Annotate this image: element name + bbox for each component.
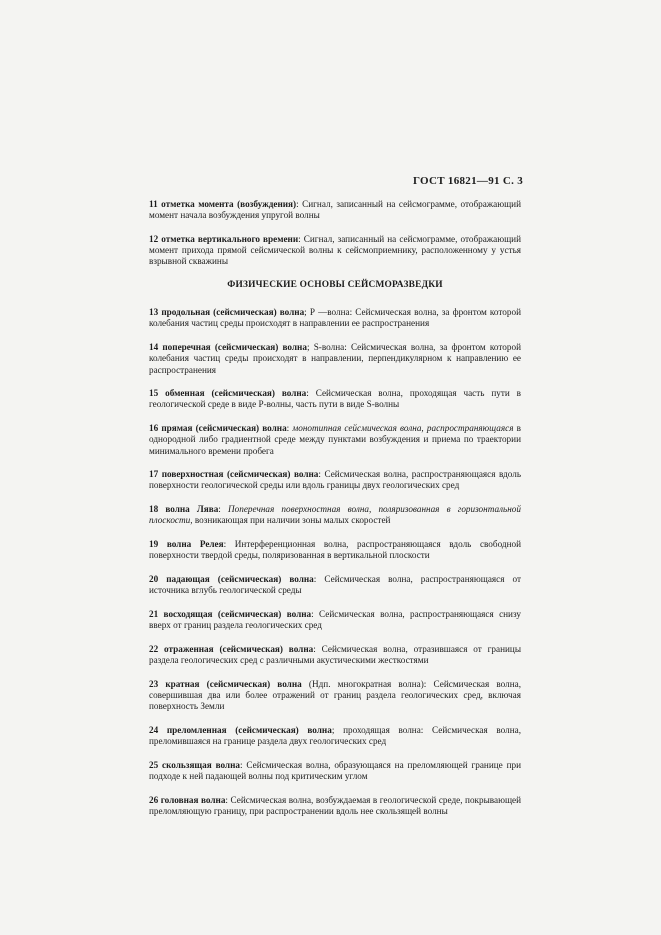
entry-separator: : bbox=[296, 199, 299, 209]
entry-term: поверхностная (сейсмическая) волна bbox=[161, 469, 319, 480]
entry-separator: : bbox=[286, 423, 290, 434]
entry-definition: Сейсмическая волна, возбуждаемая в геологической среде, покрывающей преломляющую границу, при распространении вдоль нее скользящей волны bbox=[149, 794, 522, 816]
entry-number: 25 bbox=[149, 759, 159, 770]
entry-separator: : bbox=[313, 643, 316, 654]
glossary-entry bbox=[149, 423, 521, 457]
entry-separator: : bbox=[225, 794, 228, 805]
entry-number: 18 bbox=[149, 504, 159, 515]
entry-term: продольная (сейсмическая) волна bbox=[161, 307, 305, 318]
entry-separator: : bbox=[313, 573, 317, 584]
entry-paragraph bbox=[149, 307, 521, 329]
entry-definition: Р —волна: Сейсмическая волна, за фронтом которой колебания частиц среды происходят в направлении ее распространения bbox=[149, 307, 521, 329]
entry-term: преломленная (сейсмическая) волна bbox=[166, 724, 332, 735]
glossary-entry bbox=[149, 234, 521, 268]
entry-term: отметка момента (возбуждения) bbox=[161, 199, 297, 209]
glossary-entry bbox=[149, 679, 521, 713]
entry-paragraph bbox=[149, 199, 521, 221]
entry-term: волна Релея bbox=[166, 539, 224, 550]
entry-paragraph bbox=[149, 795, 521, 817]
section-title: ФИЗИЧЕСКИЕ ОСНОВЫ СЕЙСМОРАЗВЕДКИ bbox=[227, 280, 443, 291]
entry-separator: : bbox=[306, 388, 309, 399]
entry-separator: ; bbox=[304, 307, 307, 318]
entry-definition: Интерференционная волна, распространяющаяся вдоль свободной поверхности твердой среды, поляризованная в вертикальной плоскости bbox=[149, 539, 522, 561]
entry-number: 26 bbox=[149, 794, 159, 805]
entry-paragraph bbox=[149, 574, 521, 596]
entry-definition: S-волна: Сейсмическая волна, за фронтом которой колебания частиц среды происходят в направлении, перпендикулярном к направлению ее распространения bbox=[149, 342, 521, 375]
entry-number: 21 bbox=[149, 608, 159, 619]
entry-definition: Сейсмическая волна, распространяющаяся снизу вверх от границ раздела геологических сред bbox=[149, 608, 522, 631]
entry-term: кратная (сейсмическая) волна bbox=[165, 678, 302, 689]
entry-definition: Сейсмическая волна, распространяющаяся вдоль поверхности геологической среды или вдоль границы двух геологических сред bbox=[149, 469, 522, 491]
entry-term: волна Лява bbox=[165, 504, 219, 515]
entry-definition: Сейсмическая волна, образующаяся на преломляющей границе при подходе к ней падающей волны под критическим углом bbox=[149, 759, 521, 781]
entry-definition: возникающая при наличии зоны малых скоростей bbox=[192, 515, 391, 526]
entry-number: 24 bbox=[149, 724, 159, 735]
entry-term: обменная (сейсмическая) волна bbox=[165, 388, 307, 399]
entry-paragraph bbox=[149, 539, 521, 561]
entry-italic-text: монотипная сейсмическая волна, распространяющаяся bbox=[289, 423, 514, 434]
entry-paragraph bbox=[149, 423, 521, 457]
glossary-entry bbox=[149, 469, 521, 491]
entry-term: восходящая (сейсмическая) волна bbox=[163, 608, 312, 619]
entry-separator: : bbox=[318, 469, 321, 480]
page-header: ГОСТ 16821—91 С. 3 bbox=[412, 175, 523, 187]
entry-number: 13 bbox=[149, 307, 159, 318]
entry-separator: : bbox=[298, 233, 301, 244]
glossary-content bbox=[149, 199, 521, 830]
entry-number: 23 bbox=[149, 678, 159, 689]
entry-number: 16 bbox=[149, 423, 159, 434]
entry-number: 14 bbox=[149, 342, 159, 353]
entry-number: 20 bbox=[149, 573, 159, 584]
glossary-entry bbox=[149, 795, 521, 817]
entry-paragraph bbox=[149, 609, 521, 631]
entry-separator: : bbox=[218, 504, 221, 515]
entry-number: 12 bbox=[149, 233, 159, 244]
entry-definition: Сейсмическая волна, распространяющаяся от источника вглубь геологической среды bbox=[149, 573, 521, 596]
entry-paragraph bbox=[149, 388, 521, 410]
entry-separator: ; bbox=[331, 724, 335, 735]
glossary-entry bbox=[149, 199, 521, 221]
entry-definition: Сигнал, записанный на сейсмограмме, отображающий момент прихода прямой сейсмической волны к сейсмоприемнику, расположенному у устья взрывной скважины bbox=[149, 233, 521, 267]
entry-paragraph bbox=[149, 504, 521, 526]
entry-separator: : bbox=[223, 539, 227, 550]
glossary-entry bbox=[149, 574, 521, 596]
entry-separator: : bbox=[311, 608, 314, 619]
entry-paragraph bbox=[149, 679, 521, 713]
entry-term: скользящая волна bbox=[162, 759, 240, 770]
entry-italic-text: Поперечная поверхностная волна, поляризованная в горизонтальной плоскости, bbox=[149, 504, 521, 526]
entry-number: 22 bbox=[149, 643, 159, 654]
glossary-entry bbox=[149, 760, 521, 782]
entry-term: отраженная (сейсмическая) волна bbox=[164, 643, 314, 654]
entry-definition: в однородной либо градиентной среде между пунктами возбуждения и приема по траектории минимального времени пробега bbox=[149, 423, 522, 456]
glossary-entry bbox=[149, 388, 521, 410]
glossary-entry bbox=[149, 725, 521, 747]
glossary-entry bbox=[149, 644, 521, 666]
entry-paragraph bbox=[149, 234, 521, 268]
entry-number: 11 bbox=[149, 199, 158, 209]
entry-number: 15 bbox=[149, 388, 159, 399]
glossary-entry bbox=[149, 342, 521, 376]
entry-separator: : bbox=[239, 759, 243, 770]
entry-paragraph bbox=[149, 342, 521, 376]
entry-paragraph bbox=[149, 469, 521, 491]
glossary-entry bbox=[149, 609, 521, 631]
entry-paragraph bbox=[149, 725, 521, 747]
entry-term: поперечная (сейсмическая) волна bbox=[162, 342, 307, 353]
entry-paragraph bbox=[149, 644, 521, 666]
entry-number: 19 bbox=[149, 539, 159, 550]
entry-number: 17 bbox=[149, 469, 159, 480]
glossary-entry bbox=[149, 504, 521, 526]
entry-definition: Сигнал, записанный на сейсмограмме, отображающий момент начала возбуждения упругой волны bbox=[149, 199, 522, 221]
entry-separator: ; bbox=[306, 342, 310, 353]
entry-term: отметка вертикального времени bbox=[161, 233, 299, 244]
entry-definition: Сейсмическая волна, отразившаяся от границы раздела геологических сред с различными акустическими жесткостями bbox=[149, 643, 522, 665]
entry-term: головная волна bbox=[160, 794, 226, 805]
entry-definition: Сейсмическая волна, проходящая часть пути в геологической среде в виде Р-волны, часть пути в виде S-волны bbox=[149, 388, 522, 410]
glossary-entry bbox=[149, 539, 521, 561]
entry-term: падающая (сейсмическая) волна bbox=[166, 573, 314, 584]
entry-definition: (Ндп. многократная волна): Сейсмическая волна, совершившая два или более отражений от границ раздела геологических сред, включая поверхность Земли bbox=[149, 678, 521, 712]
glossary-entry bbox=[149, 307, 521, 329]
entry-term: прямая (сейсмическая) волна bbox=[161, 423, 287, 434]
entry-paragraph bbox=[149, 760, 521, 782]
entry-definition: проходящая волна: Сейсмическая волна, преломившаяся на границе раздела двух геологических сред bbox=[149, 724, 522, 746]
